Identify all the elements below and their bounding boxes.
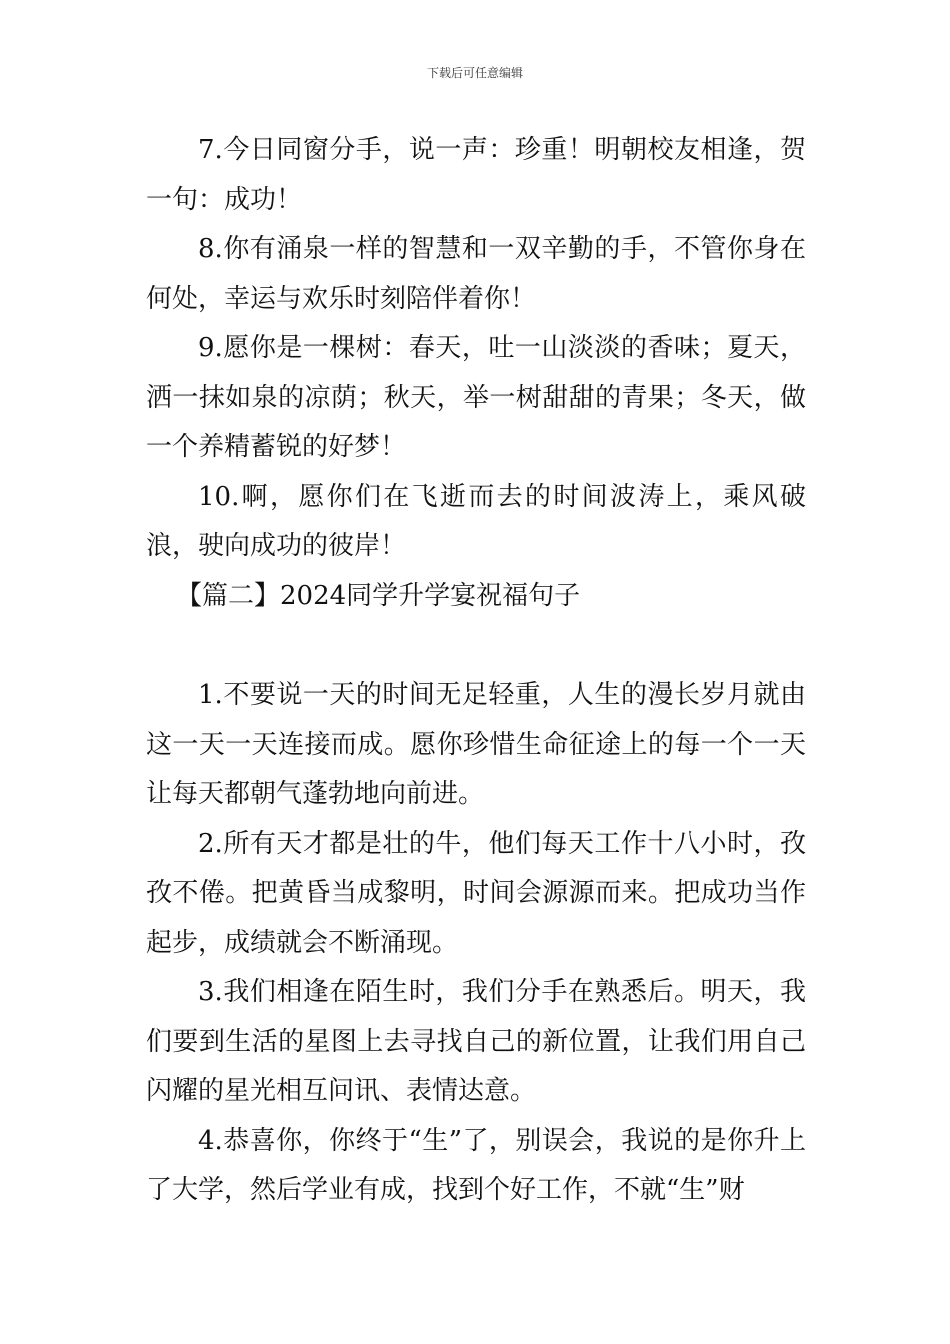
- blessing-item-4: 4.恭喜你，你终于“生”了，别误会，我说的是你升上了大学，然后学业有成，找到个好工作，不就“生”财: [146, 1125, 806, 1205]
- page-header-note: 下载后可任意编辑: [426, 66, 523, 80]
- blessing-item-2: 2.所有天才都是壮的牛，他们每天工作十八小时，孜孜不倦。把黄昏当成黎明，时间会源源而来。把成功当作起步，成绩就会不断涌现。: [146, 828, 806, 958]
- document-body: [146, 126, 806, 1216]
- blessing-item-3: 3.我们相逢在陌生时，我们分手在熟悉后。明天，我们要到生活的星图上去寻找自己的新位置，让我们用自己闪耀的星光相互问讯、表情达意。: [146, 977, 806, 1106]
- section-spacer: [146, 621, 806, 671]
- blessing-item-1: 1.不要说一天的时间无足轻重，人生的漫长岁月就由这一天一天连接而成。愿你珍惜生命征途上的每一个一天让每天都朝气蓬勃地向前进。: [146, 680, 806, 809]
- blessing-item-8: 8.你有涌泉一样的智慧和一双辛勤的手，不管你身在何处，幸运与欢乐时刻陪伴着你！: [146, 234, 806, 314]
- blessing-item-9: 9.愿你是一棵树：春天，吐一山淡淡的香味；夏天，洒一抹如泉的凉荫；秋天，举一树甜甜的青果；冬天，做一个养精蓄锐的好梦！: [146, 333, 806, 462]
- blessing-item-7: 7.今日同窗分手，说一声：珍重！明朝校友相逢，贺一句：成功！: [146, 135, 806, 215]
- blessing-item-10: 10.啊，愿你们在飞逝而去的时间波涛上，乘风破浪，驶向成功的彼岸！: [146, 481, 806, 561]
- section-two-title: 【篇二】2024同学升学宴祝福句子: [176, 580, 581, 611]
